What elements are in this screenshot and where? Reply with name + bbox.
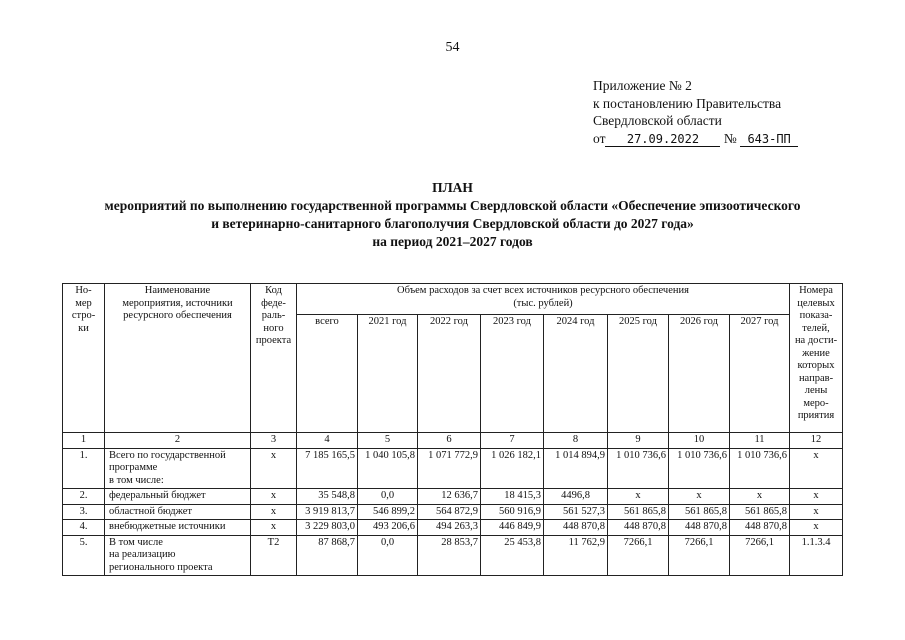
row-value-cell: 1 010 736,6 xyxy=(669,448,730,489)
appendix-line-1: Приложение № 2 xyxy=(593,78,692,93)
row-value-cell: 561 865,8 xyxy=(669,504,730,520)
row-code-cell: x xyxy=(251,489,297,505)
column-number: 2 xyxy=(105,433,251,449)
row-value-cell: 564 872,9 xyxy=(418,504,481,520)
row-value-cell: 493 206,6 xyxy=(358,520,418,536)
title-line-4: на период 2021–2027 годов xyxy=(372,234,533,249)
row-name-cell: В том числе на реализацию регионального проекта xyxy=(105,535,251,576)
row-code-cell: x xyxy=(251,448,297,489)
row-code-cell: x xyxy=(251,520,297,536)
row-value-cell: 1 010 736,6 xyxy=(608,448,669,489)
column-number: 12 xyxy=(790,433,843,449)
row-value-cell: 18 415,3 xyxy=(481,489,544,505)
table-row xyxy=(63,520,843,536)
column-number: 6 xyxy=(418,433,481,449)
header-year-2021: 2021 год xyxy=(358,315,418,433)
row-value-cell: 561 865,8 xyxy=(608,504,669,520)
header-year-2025: 2025 год xyxy=(608,315,669,433)
row-number-cell: 5. xyxy=(63,535,105,576)
column-number: 4 xyxy=(297,433,358,449)
row-value-cell: 1 026 182,1 xyxy=(481,448,544,489)
row-code-cell: T2 xyxy=(251,535,297,576)
row-value-cell: x xyxy=(608,489,669,505)
row-name-cell: внебюджетные источники xyxy=(105,520,251,536)
title-line-1: ПЛАН xyxy=(432,180,473,195)
column-number: 3 xyxy=(251,433,297,449)
header-row-number: Но- мер стро- ки xyxy=(63,284,105,433)
row-number-cell: 1. xyxy=(63,448,105,489)
row-target-cell: x xyxy=(790,448,843,489)
header-year-2022: 2022 год xyxy=(418,315,481,433)
row-value-cell: 7266,1 xyxy=(730,535,790,576)
header-code: Код феде- раль- ного проекта xyxy=(251,284,297,433)
header-year-2023: 2023 год xyxy=(481,315,544,433)
row-value-cell: 35 548,8 xyxy=(297,489,358,505)
row-value-cell: 448 870,8 xyxy=(608,520,669,536)
column-number: 10 xyxy=(669,433,730,449)
row-name-cell: федеральный бюджет xyxy=(105,489,251,505)
row-value-cell: 12 636,7 xyxy=(418,489,481,505)
row-target-cell: 1.1.3.4 xyxy=(790,535,843,576)
row-value-cell: 448 870,8 xyxy=(730,520,790,536)
row-number-cell: 3. xyxy=(63,504,105,520)
row-value-cell: 4496,8 xyxy=(544,489,608,505)
date-prefix: от xyxy=(593,130,606,146)
table-row xyxy=(63,448,843,489)
row-name-cell: Всего по государственной программе в том числе: xyxy=(105,448,251,489)
row-value-cell: 11 762,9 xyxy=(544,535,608,576)
row-code-cell: x xyxy=(251,504,297,520)
resolution-date: 27.09.2022 xyxy=(605,132,720,147)
row-value-cell: 0,0 xyxy=(358,489,418,505)
column-numbers-row xyxy=(63,433,843,449)
table-row xyxy=(63,489,843,505)
row-value-cell: 7266,1 xyxy=(608,535,669,576)
column-number: 11 xyxy=(730,433,790,449)
row-value-cell: 1 014 894,9 xyxy=(544,448,608,489)
row-target-cell: x xyxy=(790,520,843,536)
appendix-date-row xyxy=(593,130,798,148)
column-number: 5 xyxy=(358,433,418,449)
table-row xyxy=(63,535,843,576)
header-year-2027: 2027 год xyxy=(730,315,790,433)
header-targets: Номера целевых показа- телей, на дости- жение которых направ- лены меро- приятия xyxy=(790,284,843,433)
row-value-cell: 7266,1 xyxy=(669,535,730,576)
column-number: 8 xyxy=(544,433,608,449)
row-value-cell: x xyxy=(730,489,790,505)
row-value-cell: 561 865,8 xyxy=(730,504,790,520)
row-target-cell: x xyxy=(790,504,843,520)
header-year-total: всего xyxy=(297,315,358,433)
appendix-block xyxy=(593,77,798,147)
row-value-cell: 560 916,9 xyxy=(481,504,544,520)
row-value-cell: 0,0 xyxy=(358,535,418,576)
row-value-cell: 561 527,3 xyxy=(544,504,608,520)
page-number: 54 xyxy=(445,40,460,55)
appendix-line-2: к постановлению Правительства xyxy=(593,95,782,111)
header-year-2026: 2026 год xyxy=(669,315,730,433)
row-value-cell: 3 229 803,0 xyxy=(297,520,358,536)
row-value-cell: 448 870,8 xyxy=(669,520,730,536)
appendix-line-3: Свердловской области xyxy=(593,113,722,128)
row-value-cell: 25 453,8 xyxy=(481,535,544,576)
title-line-2: мероприятий по выполнению государственной программы Свердловской области «Обеспечение эпизоотического xyxy=(104,198,801,213)
row-value-cell: 87 868,7 xyxy=(297,535,358,576)
row-value-cell: 546 899,2 xyxy=(358,504,418,520)
table-row xyxy=(63,504,843,520)
column-number: 7 xyxy=(481,433,544,449)
header-year-2024: 2024 год xyxy=(544,315,608,433)
number-prefix: № xyxy=(723,130,737,146)
row-number-cell: 4. xyxy=(63,520,105,536)
document-title xyxy=(0,179,905,251)
header-volume: Объем расходов за счет всех источников ресурсного обеспечения (тыс. рублей) xyxy=(297,284,790,315)
row-value-cell: 28 853,7 xyxy=(418,535,481,576)
column-number: 1 xyxy=(63,433,105,449)
row-value-cell: 1 071 772,9 xyxy=(418,448,481,489)
row-value-cell: x xyxy=(669,489,730,505)
table-body xyxy=(63,448,843,576)
title-line-3: и ветеринарно-санитарного благополучия Свердловской области до 2027 года» xyxy=(211,216,694,231)
row-target-cell: x xyxy=(790,489,843,505)
row-value-cell: 7 185 165,5 xyxy=(297,448,358,489)
row-value-cell: 448 870,8 xyxy=(544,520,608,536)
row-value-cell: 1 040 105,8 xyxy=(358,448,418,489)
row-value-cell: 1 010 736,6 xyxy=(730,448,790,489)
header-name: Наименование мероприятия, источники ресурсного обеспечения xyxy=(105,284,251,433)
row-value-cell: 494 263,3 xyxy=(418,520,481,536)
column-number: 9 xyxy=(608,433,669,449)
row-name-cell: областной бюджет xyxy=(105,504,251,520)
plan-table xyxy=(62,283,843,576)
row-value-cell: 446 849,9 xyxy=(481,520,544,536)
row-number-cell: 2. xyxy=(63,489,105,505)
row-value-cell: 3 919 813,7 xyxy=(297,504,358,520)
resolution-number: 643-ПП xyxy=(740,132,798,147)
